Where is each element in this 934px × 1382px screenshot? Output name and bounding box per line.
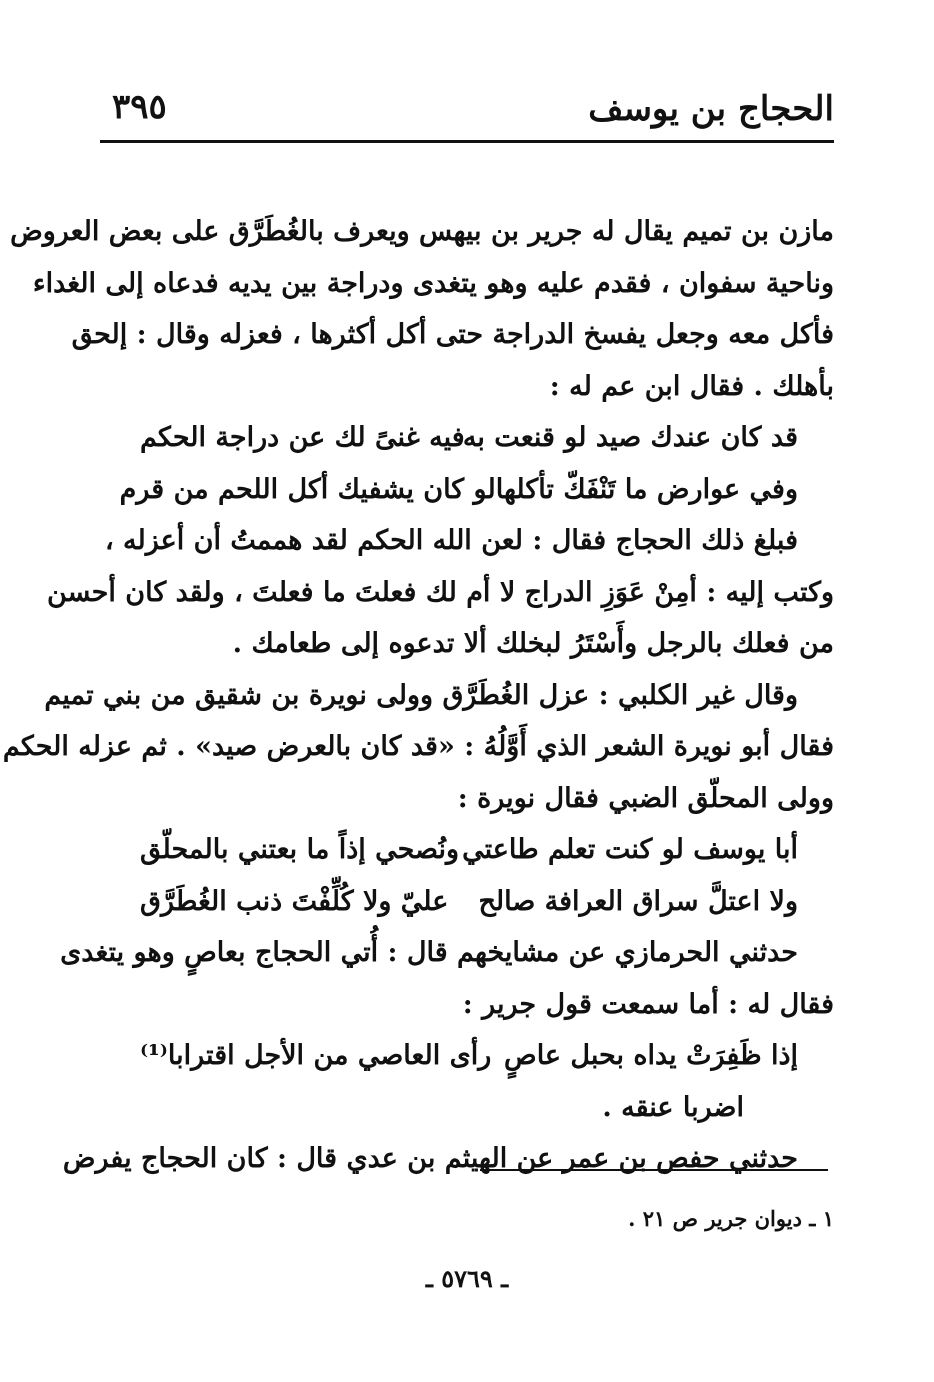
text-line: فقال له : أما سمعت قول جرير :: [462, 988, 834, 1020]
text-line: حدثني الحرمازي عن مشايخهم قال : أُتي الحجاج بعاصٍ وهو يتغدى: [60, 937, 798, 968]
footnote: ١ ـ ديوان جرير ص ٢١ .: [628, 1206, 834, 1231]
verse-second-hemistich: ونُصحي إذاً ما بعتني بالمحلّق: [140, 834, 460, 865]
text-line: وولى المحلّق الضبي فقال نويرة :: [457, 782, 834, 814]
verse-first-hemistich: قد كان عندك صيد لو قنعت به: [462, 422, 798, 453]
verse-first-hemistich: وفي عوارض ما تَنْفَكّ تأكلها: [495, 473, 798, 505]
verse-first-hemistich: ولا اعتلَّ سراق العرافة صالح: [478, 885, 798, 917]
verse-line: [118, 876, 834, 928]
verse-second-hemistich: رأى العاصي من الأجل اقترابا⁽¹⁾: [140, 1040, 492, 1071]
text-line: بأهلك . فقال ابن عم له :: [549, 370, 834, 402]
text-line: من فعلك بالرجل وأَسْتَرُ لبخلك ألا تدعوه إلى طعامك .: [232, 628, 834, 659]
header-page-number: ٣٩٥: [112, 87, 167, 127]
body-text: [2, 206, 834, 1185]
text-line: اضربا عنقه .: [602, 1091, 744, 1123]
verse-first-hemistich: إذا ظَفِرَتْ يداه بحبل عاصٍ: [504, 1040, 798, 1071]
text-line: مازن بن تميم يقال له جرير بن بيهس ويعرف بالغُطَرَّق على بعض العروض: [10, 216, 834, 247]
text-line: حدثني حفص بن عمر عن الهيثم بن عدي قال : كان الحجاج يفرض: [62, 1143, 798, 1174]
footnote-separator: [480, 1169, 828, 1171]
header-rule: [100, 140, 834, 143]
verse-line: [118, 824, 834, 876]
running-header-title: الحجاج بن يوسف: [588, 89, 834, 129]
text-line: فبلغ ذلك الحجاج فقال : لعن الله الحكم لقد هممتُ أن أعزله ،: [104, 525, 798, 556]
verse-second-hemistich: لو كان يشفيك أكل اللحم من قرم: [119, 473, 496, 505]
verse-line: [118, 1030, 834, 1082]
verse-first-hemistich: أبا يوسف لو كنت تعلم طاعتي: [462, 834, 798, 865]
text-line: فقال أبو نويرة الشعر الذي أَوَّلُهُ : «قد كان بالعرض صيد» . ثم عزله الحكم: [2, 731, 834, 762]
text-line: وكتب إليه : أمِنْ عَوَزِ الدراج لا أم لك فعلتَ ما فعلتَ ، ولقد كان أحسن: [47, 576, 834, 608]
text-line: وناحية سفوان ، فقدم عليه وهو يتغدى ودراجة بين يديه فدعاه إلى الغداء: [32, 267, 834, 299]
verse-second-hemistich: عليّ ولا كُلِّفْتَ ذنب الغُطَرَّق: [140, 885, 449, 917]
text-line: فأكل معه وجعل يفسخ الدراجة حتى أكل أكثرها ، فعزله وقال : إلحق: [71, 319, 834, 350]
verse-line: [118, 464, 834, 516]
verse-line: [118, 412, 834, 464]
global-page-number: ـ ٥٧٦٩ ـ: [425, 1264, 509, 1293]
text-line: وقال غير الكلبي : عزل الغُطَرَّق وولى نويرة بن شقيق من بني تميم: [44, 679, 798, 711]
verse-second-hemistich: فيه غنىً لك عن دراجة الحكم: [140, 422, 465, 453]
